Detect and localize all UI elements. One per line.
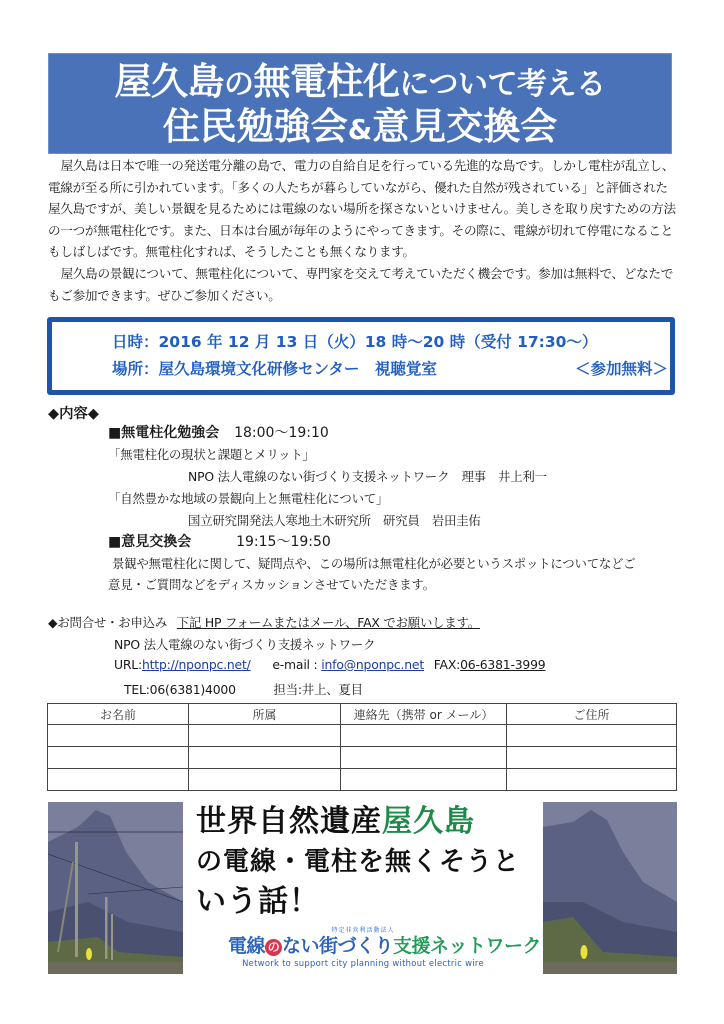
title-part: について考える (399, 67, 606, 102)
table-row (48, 747, 677, 769)
url-label: URL: (114, 657, 142, 672)
event-info-box (47, 317, 675, 395)
session-1-heading (108, 422, 329, 442)
title-part: 意見交換会 (372, 105, 558, 148)
mountain-without-poles-image (543, 802, 677, 974)
contact-cell[interactable] (341, 747, 507, 769)
table-header-row (48, 704, 677, 725)
session-2-time: 19:15～19:50 (236, 534, 331, 550)
column-header-address: ご住所 (507, 704, 677, 725)
contact-org: NPO 法人電線のない街づくり支援ネットワーク (114, 637, 376, 652)
right-photo-no-poles (543, 802, 677, 974)
talk-2-speaker: 国立研究開発法人寒地土木研究所 研究員 岩田圭佑 (188, 513, 481, 528)
contact-person: 担当:井上、夏目 (273, 682, 363, 697)
slogan-line-3: いう話！ (196, 884, 320, 919)
contact-cell[interactable] (341, 769, 507, 791)
email-link[interactable]: info@nponpc.net (321, 657, 424, 672)
name-cell[interactable] (48, 769, 189, 791)
contact-cell[interactable] (341, 725, 507, 747)
address-cell[interactable] (507, 725, 677, 747)
contact-heading (48, 613, 480, 631)
affiliation-cell[interactable] (189, 725, 341, 747)
event-place-row (112, 357, 669, 379)
logo-name (228, 934, 542, 958)
event-place: 場所：屋久島環境文化研修センター 視聴覚室 (112, 360, 437, 378)
talk-1-speaker: NPO 法人電線のない街づくり支援ネットワーク 理事 井上利一 (188, 469, 547, 484)
session-2-desc-2: 意見・ご質問などをディスカッションさせていただきます。 (108, 577, 435, 592)
title-part: 屋久島 (114, 60, 225, 103)
contact-links-row (114, 657, 545, 672)
logo-name-part: ない街づくり (282, 935, 394, 957)
logo-english: Network to support city planning without electric wire (242, 958, 484, 968)
session-2-desc-1: 景観や無電柱化に関して、疑問点や、この場所は無電柱化が必要というスポットについてなどご (112, 556, 636, 571)
session-2-title: ■意見交換会 (108, 534, 192, 550)
fax-number: 06-6381-3999 (460, 657, 546, 672)
name-cell[interactable] (48, 747, 189, 769)
column-header-contact: 連絡先（携帯 or メール） (341, 704, 507, 725)
email-label: e-mail : (272, 657, 318, 672)
slogan-line-2: の電線・電柱を無くそうと (196, 847, 521, 877)
affiliation-cell[interactable] (189, 769, 341, 791)
contact-label: ◆お問合せ・お申込み (48, 615, 168, 630)
column-header-name: お名前 (48, 704, 189, 725)
column-header-affiliation: 所属 (189, 704, 341, 725)
affiliation-cell[interactable] (189, 747, 341, 769)
title-line-2 (48, 105, 672, 152)
talk-1-title: 「無電柱化の現状と課題とメリット」 (108, 447, 315, 462)
website-link[interactable]: http://nponpc.net/ (141, 657, 251, 672)
address-cell[interactable] (507, 747, 677, 769)
npo-logo (228, 925, 542, 968)
table-row (48, 725, 677, 747)
mountain-with-poles-image (48, 802, 183, 974)
event-datetime: 日時：2016 年 12 月 13 日（火）18 時～20 時（受付 17:30～） (112, 333, 598, 351)
no-circle-icon: の (265, 939, 282, 956)
logo-subtitle: 特定非営利活動法人 (331, 927, 395, 934)
session-1-title: ■無電柱化勉強会 (108, 425, 220, 441)
title-part: の (224, 67, 254, 102)
contact-tel-row (124, 680, 363, 698)
intro-paragraph-2: 屋久島の景観について、無電柱化について、専門家を交えて考えていただく機会です。参加は無料で、どなたでもご参加できます。ぜひご参加ください。 (48, 265, 674, 303)
session-2-heading (108, 531, 331, 551)
contact-instruction: 下記 HP フォームまたはメール、FAX でお願いします。 (176, 615, 480, 630)
table-row (48, 769, 677, 791)
name-cell[interactable] (48, 725, 189, 747)
session-1-time: 18:00～19:10 (234, 425, 329, 441)
title-part: 無電柱化 (253, 60, 400, 103)
tel-number: TEL:06(6381)4000 (124, 682, 236, 697)
talk-2-title: 「自然豊かな地域の景観向上と無電柱化について」 (108, 491, 389, 506)
intro-paragraph-1: 屋久島は日本で唯一の発送電分離の島で、電力の自給自足を行っている先進的な島です。しかし電柱が乱立し、電線が至る所に引かれています。「多くの人たちが暮らしていながら、優れた自然が残されている」と評価された屋久島ですが、美しい景観を見るためには電線のない場所を探さないといけません。美しさを取り戻すための方法の一つが無電柱化です。また、日本は台風が毎年のようにやってきます。その際に、電線が切れて停電になることもしばしばです。無電柱化すれば、そうしたことも無くなります。 (48, 158, 676, 260)
slogan-text: 世界自然遺産 (196, 804, 382, 839)
fax-label: FAX: (433, 657, 461, 672)
title-part: 住民勉強会 (162, 105, 348, 148)
logo-name-part: 電線 (228, 935, 266, 957)
slogan-line-1 (196, 802, 536, 842)
logo-name-part: 支援ネットワーク (393, 935, 542, 957)
signup-form-table (47, 703, 677, 791)
title-banner (48, 53, 672, 154)
intro-text (48, 155, 678, 306)
slogan-highlight: 屋久島 (382, 804, 475, 839)
address-cell[interactable] (507, 769, 677, 791)
left-photo-power-poles (48, 802, 183, 974)
contents-heading: ◆内容◆ (48, 406, 99, 422)
event-fee-badge: ＜参加無料＞ (575, 360, 669, 378)
banner-slogan (196, 802, 536, 922)
title-line-1 (48, 60, 672, 107)
title-part: & (347, 113, 373, 146)
